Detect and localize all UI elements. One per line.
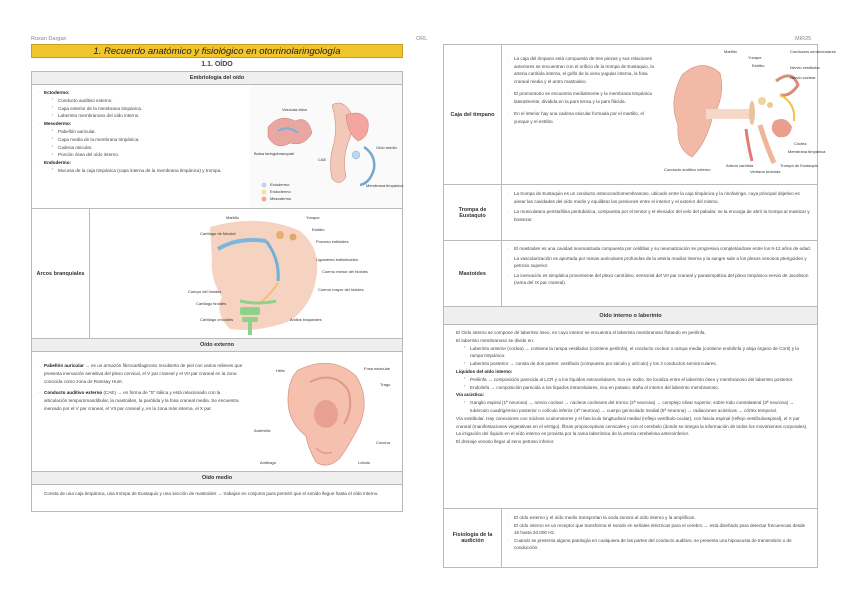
externo-text	[32, 352, 250, 471]
fig-label: Yunque	[306, 215, 320, 220]
header-code: MIR25	[795, 36, 812, 42]
fig-label: Membrana timpánica	[788, 149, 826, 154]
fig-label: Membrana timpánica	[366, 183, 404, 188]
trompa-text	[502, 185, 817, 240]
caja-row	[444, 45, 836, 185]
fisio-text	[502, 509, 817, 567]
embriologia-row	[32, 85, 402, 209]
mastoides-label: Mastoides	[444, 241, 502, 306]
mastoides-text	[502, 241, 817, 306]
list-item: ▪ Porción ósea del oído interno.	[52, 151, 244, 159]
fig-label: Ligamento estilohioideo	[316, 257, 359, 262]
list-item: · Consta de una caja timpánica, una trompa de Eustaquio y una sección de mastoides → trabajan en conjunto para permitir que el sonido llegue hasta el oído interno.	[38, 490, 396, 498]
branchial-arches-illustration	[90, 209, 402, 339]
fig-label: Oído medio	[376, 145, 397, 150]
caja-label: Caja del tímpano	[444, 45, 502, 184]
arcos-row	[32, 209, 402, 339]
fig-label: Conductos semicirculares	[790, 49, 836, 54]
arcos-label: Arcos branquiales	[32, 209, 90, 338]
pabellon-text: → es un armazón fibrocartilaginoso recubierto de piel con varios relieves que presenta inervación sensitiva del plexo cervical, el V par craneal y el VII par craneal en la zona conocida como zona de Ramsay Hunt.	[44, 363, 243, 384]
fig-label: Estribo	[752, 63, 765, 68]
fig-label: Yunque	[748, 55, 762, 60]
fig-label: Bolsa faringobranquial	[254, 151, 294, 156]
list-item: ▪ Capa media de la membrana timpánica.	[52, 136, 244, 144]
externo-heading: Oído externo	[32, 339, 402, 352]
mesodermo-label: Mesodermo:	[44, 121, 72, 127]
legend-item: Ectodermo	[270, 182, 290, 187]
fig-label: Nervio coclear	[790, 75, 816, 80]
fig-label: Martillo	[226, 215, 239, 220]
list-item: · El oído externo y el oído medio transportan la onda sonora al oído interno y la amplifican.	[508, 514, 811, 522]
section-subtitle: 1.1. OÍDO	[201, 61, 233, 68]
fig-label: Cartílago de Meckel	[200, 231, 236, 236]
fig-label: Hélix	[276, 368, 285, 373]
fig-label: Cuerno mayor del hioides	[318, 287, 364, 292]
caja-figure	[662, 45, 836, 184]
list-item: · La musculatura peristafilina peritubárica, compuesta por el tensor y el elevador del velo del paladar, se la encarga de abrir la trompa al masticar y bostezar.	[508, 208, 811, 223]
embriologia-box	[31, 71, 403, 512]
right-page	[443, 44, 836, 568]
list-item: · Vía acústica: ▪ Ganglio espiral (1ª neurona) → nervio coclear → núcleos cocleares del tronco (2ª neurona) → complejo olivar superior, sobre todo contralateral (3ª neurona) → tubérculo cuadrigémino posterior o colículo inferior (4ª neurona) → cuerpo geniculado medial (5ª neurona) → radiaciones acústicas → córtex temporal.	[450, 391, 811, 414]
arcos-figure	[90, 209, 402, 338]
fig-label: Cuerpo del hioides	[188, 289, 222, 294]
endodermo-label: Endodermo:	[44, 160, 72, 166]
caja-text	[502, 45, 662, 184]
list-item: · El drenaje venoso llegar al seno petroso inferior.	[450, 438, 811, 446]
fig-label: Cartílago cricoides	[200, 317, 234, 322]
left-page	[31, 44, 403, 512]
fig-label: Antehélix	[254, 428, 271, 433]
list-item: ▪ Ganglio espiral (1ª neurona) → nervio coclear → núcleos cocleares del tronco (2ª neurona) → complejo olivar superior, sobre todo contralateral (3ª neurona) → tubérculo cuadrigémino posterior o colículo inferior (4ª neurona) → cuerpo geniculado medial (5ª neurona) → radiaciones acústicas → córtex temporal.	[464, 399, 811, 415]
fig-label: Concha	[376, 440, 390, 445]
fig-label: Cartílago tiroides	[196, 301, 227, 306]
interno-text	[444, 325, 817, 509]
right-box	[443, 44, 836, 568]
fig-label: Vesícula ótica	[282, 107, 307, 112]
list-item: · La trompa de Eustaquio es un conducto osteocondromembranoso, ubicado entre la caja timpánica y la rinofaringe, cuya principal objetivo es airear las cavidades del oído medio y equilibrar las presiones entre el interior y el exterior del mismo.	[508, 190, 811, 205]
embriologia-text	[32, 85, 250, 208]
list-item: ▪ Endolinfa → composición parecida a los líquidos intracelulares, rica en potasio. Baña el interior del laberinto membranoso.	[464, 384, 811, 392]
fisio-label: Fisiología de la audición	[444, 509, 502, 567]
externo-figure	[250, 352, 402, 471]
list-item: · La inervación es simpática proveniente del plexo carotídeo, sensorial del VII par craneal y parasimpática del plexo timpánico-nervio de Jacobson (rama del IX par craneal).	[508, 272, 811, 287]
interno-heading: Oído interno o laberinto	[444, 307, 817, 325]
pabellon-term: Pabellón auricular	[44, 363, 84, 368]
list-item: · El oído interno es un receptor que transforma el sonido en señales eléctricas para el cerebro → está diseñado para detectar frecuencias desde 16 hasta 20.000 Hz.	[508, 522, 811, 537]
medio-heading: Oído medio	[32, 472, 402, 485]
list-item: ▪ Pabellón auricular.	[52, 128, 244, 136]
list-item: · La irrigación del líquido en el oído interno es provista por la rama laberíntica de la arteria cerebelosa anteroinferior.	[450, 430, 811, 438]
fisio-row	[444, 509, 817, 567]
list-item: · La vascularización es aportada por ramas auriculares profundas de la arteria maxilar interna y la sangre sale a los plexos venosos pterigoideo y petroso superior.	[508, 255, 811, 270]
embriologia-figure	[250, 85, 402, 208]
mastoides-row	[444, 241, 817, 307]
list-item: ▪ Mucosa de la caja timpánica (capa interna de la membrana timpánica) y trompa.	[52, 167, 244, 175]
legend-item: Mesodermo	[270, 196, 292, 201]
fig-label: Anillos traqueales	[290, 317, 322, 322]
cae-term: Conducto auditivo externo	[44, 390, 103, 396]
fig-label: Ventana redonda	[750, 169, 781, 174]
fig-label: Cuerno menor del hioides	[322, 269, 368, 274]
trompa-label: Trompa de Eustaquio	[444, 185, 502, 240]
medio-text	[32, 485, 402, 511]
header-subject: ORL	[416, 36, 428, 42]
fig-label: Arteria carótida	[726, 163, 754, 168]
list-item: · Vía vestibular. Hay conexiones con núcleos oculomotores y el fascículo longitudinal medial (reflejo vestíbulo-ocular), con fascia espinal (reflejo vestíbuloespinal), el X par craneal (manifestaciones vegetativas en el vértigo), fibras propioceptivas cervicales y con el cerebelo (donde se integra la información de todos los movimientos corporales).	[450, 415, 811, 431]
fig-label: Martillo	[724, 49, 737, 54]
list-item: ▪ Capa exterior de la membrana timpánica.	[52, 105, 244, 113]
fig-label: Cóclea	[794, 141, 807, 146]
fig-label: Fosa navicular	[364, 366, 391, 371]
trompa-row	[444, 185, 817, 241]
list-item: ▪ Laberinto membranoso del oído interno.	[52, 112, 244, 120]
fig-label: Trago	[380, 382, 391, 387]
list-item: · El mastoides es una cavidad neumatizada compuesta por celdillas y su neumatización se progresiva completándose entre los 6-12 años de edad.	[508, 245, 811, 253]
list-item: · En el interior hay una cadena osicular formada por el martillo, el yunque y el estribo.	[508, 110, 656, 125]
list-item: · Líquidos del oído interno: ▪ Perilinfa → composición parecida al LCR y a los líquidos extracelulares, rica en sodio. Se localiza entre el laberinto óseo y membranoso del laberinto posterior. ▪ Endolinfa → composición parecida a los líquidos intracelulares, rica en potasio. Baña el interior del laberinto membranoso.	[450, 368, 811, 391]
fig-label: Trompa de Eustaquio	[780, 163, 819, 168]
fig-label: Proceso estiloides	[316, 239, 349, 244]
legend-item: Endodermo	[270, 189, 291, 194]
fig-label: Conducto auditivo externo	[664, 167, 711, 172]
header-author: Ruxan Dargan	[31, 36, 67, 42]
list-item: · Cuando se presenta alguna patología en cualquiera de las partes del conducto auditivo, se presenta una hipoacusia de transmisión o de conducción.	[508, 537, 811, 552]
page-title: 1. Recuerdo anatómico y fisiológico en otorrinolaringología	[31, 44, 403, 58]
fig-label: Estribo	[312, 227, 325, 232]
externo-row	[32, 352, 402, 472]
fig-label: CAE	[318, 157, 327, 162]
list-item: ▪ Cadena osicular.	[52, 144, 244, 152]
list-item: · El laberinto membranoso se divide en: ▪ Laberinto anterior (coclea) → contiene la rampa vestibular (contiene perilinfa), el conducto coclear o rampa media (contiene endolinfa y aloja órgano de Corti) y la rampa timpánica. ▪ Laberinto posterior → consta de dos partes: vestíbulo (compuesto por sáculo y utrículo) y los 3 conductos semicirculares.	[450, 337, 811, 368]
cae-text: (CAE) → en forma de "S" itálica y está relacionado con la articulación temporomandibular, la mastoides, la parótida y la fosa craneal media. Se encuentra inervado por el V par craneal, el VII par craneal y, en la zona más interna, el X par.	[44, 390, 239, 411]
fig-label: Lóbulo	[358, 460, 371, 465]
list-item: ▪ Laberinto anterior (coclea) → contiene la rampa vestibular (contiene perilinfa), el conducto coclear o rampa media (contiene endolinfa y aloja órgano de Corti) y la rampa timpánica.	[464, 345, 811, 361]
fig-label: Nervio vestibular	[790, 65, 820, 70]
list-item: · La caja del tímpano está compuesta de tres piezas y sus relaciones anteriores se encuentran con el orificio de la trompa de Eustaquio, la arteria carótida interna, el golfo de la vena yugular interna, la fosa craneal media y el antro mastoideo.	[508, 55, 656, 85]
list-item: ▪ Perilinfa → composición parecida al LCR y a los líquidos extracelulares, rica en sodio. Se localiza entre el laberinto óseo y membranoso del laberinto posterior.	[464, 376, 811, 384]
fig-label: Antitrago	[260, 460, 277, 465]
list-item: ▪ Laberinto posterior → consta de dos partes: vestíbulo (compuesto por sáculo y utrículo) y los 3 conductos semicirculares.	[464, 360, 811, 368]
ectodermo-label: Ectodermo:	[44, 90, 70, 95]
list-item: · El Oído interno se compone de laberinto óseo, en cuyo interior se encuentra el laberinto membranoso flotando en perilinfa.	[450, 329, 811, 337]
list-item: ▪ Conducto auditivo externo.	[52, 97, 244, 105]
embriologia-heading: Embriología del oído	[32, 72, 402, 85]
list-item: · El promontorio se encuentra medialmente y la membrana timpánica lateralmente, dividida en la pars tensa y la pars flácida.	[508, 90, 656, 105]
